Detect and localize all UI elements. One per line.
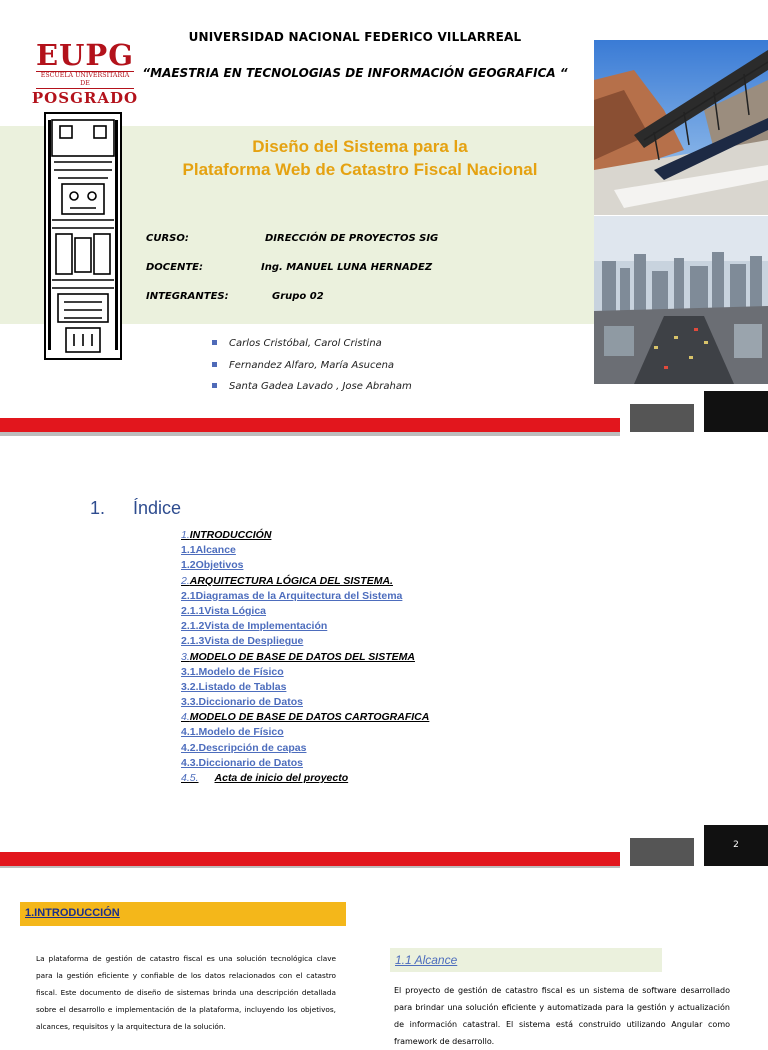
info-course-label: CURSO: — [146, 233, 189, 244]
toc-subsection-link[interactable]: 4.2.Descripción de capas — [181, 741, 307, 754]
member-list — [212, 337, 412, 402]
index-slide — [0, 436, 768, 868]
toc-subsection-link[interactable]: 2.1.1Vista Lógica — [181, 604, 267, 617]
toc-section-link[interactable] — [181, 771, 429, 786]
intro-heading-box — [20, 902, 346, 926]
stela-illustration-icon — [44, 112, 122, 360]
info-teacher-value: Ing. MANUEL LUNA HERNADEZ — [261, 262, 433, 273]
member-item: Carlos Cristóbal, Carol Cristina — [212, 337, 412, 359]
toc-section-link[interactable] — [181, 650, 429, 665]
toc-subsection-link[interactable]: 4.1.Modelo de Físico — [181, 726, 284, 739]
toc-subsection-link[interactable]: 1.1Alcance — [181, 544, 236, 557]
toc-section-number: 2. — [181, 574, 190, 587]
toc-section-number: 4.5. — [181, 772, 199, 784]
info-course-value: DIRECCIÓN DE PROYECTOS SIG — [265, 233, 439, 244]
toc-subsection-link[interactable]: 2.1.3Vista de Despliegue — [181, 635, 304, 648]
logo-sub-text: ESCUELA UNIVERSITARIA DE — [36, 71, 134, 89]
document-title — [140, 135, 580, 181]
title-line-2: Plataforma Web de Catastro Fiscal Nacional — [182, 160, 538, 179]
logo-main-text: EUPG — [36, 38, 134, 72]
index-title: Índice — [133, 498, 182, 518]
toc-subsection-link[interactable]: 2.1.2Vista de Implementación — [181, 620, 328, 633]
member-item: Fernandez Alfaro, María Asucena — [212, 359, 412, 381]
toc-section-number: 3. — [181, 650, 190, 663]
toc-subsection-link[interactable]: 1.2Objetivos — [181, 559, 244, 572]
info-members-value: Grupo 02 — [272, 291, 324, 302]
info-teacher-label: DOCENTE: — [146, 262, 203, 273]
intro-slide — [0, 868, 768, 1046]
bridge-photo-icon — [594, 40, 768, 215]
footer-gray-box — [630, 404, 694, 432]
toc-section-number: 4. — [181, 711, 190, 724]
info-members-label: INTEGRANTES: — [146, 291, 229, 302]
footer-red-bar — [0, 852, 620, 866]
page-number: 2 — [704, 825, 768, 866]
intro-paragraph: La plataforma de gestión de catastro fiscal es una solución tecnológica clave para la gestión eficiente y confiable de los datos relacionados con el catastro fiscal. Este documento de diseño de sistemas brinda una descripción detallada sobre el desarrollo e implementación de la plataforma, incluyendo los objetivos, alcances, requisitos y la arquitectura de la solución. — [36, 954, 336, 1031]
toc-subsection-link[interactable]: 3.1.Modelo de Físico — [181, 665, 284, 678]
toc-subsection-link[interactable]: 3.2.Listado de Tablas — [181, 680, 287, 693]
member-item: Santa Gadea Lavado , Jose Abraham — [212, 380, 412, 402]
cover-slide — [0, 0, 768, 436]
toc-section-title: INTRODUCCIÓN — [189, 529, 272, 541]
toc-section-title: Acta de inicio del proyecto — [214, 772, 349, 784]
program-name: “MAESTRIA EN TECNOLOGIAS DE INFORMACIÓN GEOGRAFICA “ — [142, 66, 568, 80]
footer-gray-box — [630, 838, 694, 866]
footer-red-bar — [0, 418, 620, 432]
scope-heading-box — [390, 948, 662, 972]
toc-subsection-link[interactable]: 4.3.Diccionario de Datos — [181, 756, 303, 769]
toc-section-link[interactable] — [181, 710, 429, 725]
toc-section-link[interactable] — [181, 528, 429, 543]
toc-section-number: 1. — [181, 529, 190, 541]
logo-sub2-text: POSGRADO — [31, 89, 139, 107]
toc-subsection-link[interactable]: 2.1Diagramas de la Arquitectura del Sistema — [181, 589, 403, 602]
title-line-1: Diseño del Sistema para la — [252, 137, 468, 156]
toc-section-title: MODELO DE BASE DE DATOS DEL SISTEMA — [189, 650, 415, 663]
university-name: UNIVERSIDAD NACIONAL FEDERICO VILLARREAL — [188, 30, 522, 44]
table-of-contents — [181, 528, 429, 786]
index-number: 1. — [90, 498, 106, 518]
scope-paragraph: El proyecto de gestión de catastro fiscal es un sistema de software desarrollado para brindar una solución eficiente y automatizada para la gestión y actualización de información catastral. El sistema está construido utilizando Angular como framework de desarrollo. — [394, 986, 730, 1046]
intro-heading: 1.INTRODUCCIÓN — [25, 907, 120, 919]
footer-dark-box — [704, 391, 768, 432]
toc-subsection-link[interactable]: 3.3.Diccionario de Datos — [181, 696, 303, 709]
scope-heading: 1.1 Alcance — [395, 953, 458, 967]
toc-section-title: ARQUITECTURA LÓGICA DEL SISTEMA. — [189, 574, 393, 587]
toc-section-title: MODELO DE BASE DE DATOS CARTOGRAFICA — [189, 711, 430, 724]
city-photo-icon — [594, 216, 768, 384]
toc-section-link[interactable] — [181, 574, 429, 589]
